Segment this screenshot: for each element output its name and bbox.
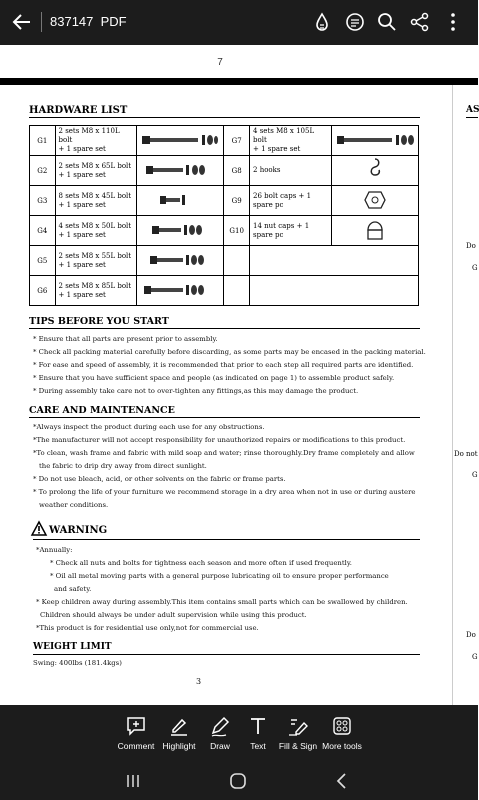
warning-line: Children should always be under adult supervision while using this product. (40, 611, 307, 619)
part-qty: 2 sets M8 x 55L bolt (58, 251, 132, 260)
partial-text: G (472, 653, 478, 661)
section-rule (29, 417, 420, 418)
table-row (30, 186, 419, 216)
part-spare: + 1 spare set (253, 145, 301, 153)
divider (41, 12, 42, 32)
part-qty: 2 sets M8 x 65L bolt (58, 161, 132, 170)
text-icon (247, 715, 269, 737)
pdf-page (0, 85, 440, 705)
liquid-mode-icon[interactable] (311, 11, 333, 33)
partial-rule (466, 117, 478, 118)
partial-text: G (472, 471, 478, 479)
care-heading: CARE AND MAINTENANCE (29, 405, 175, 416)
system-navigation-bar (0, 762, 478, 800)
table-row (30, 246, 419, 276)
part-code: G9 (224, 186, 250, 216)
empty-cell (250, 276, 419, 306)
table-row (30, 126, 419, 156)
part-qty: 14 nut caps + 1 spare pc (253, 221, 310, 239)
care-line: the fabric to drip dry away from direct sunlight. (39, 462, 207, 470)
partial-text: Do (466, 242, 476, 250)
tool-label: More tools (322, 741, 362, 751)
part-qty: 8 sets M8 x 45L bolt (58, 191, 132, 200)
care-line: *To clean, wash frame and fabric with mild soap and water; rinse thoroughly.Dry frame completely and allow (33, 449, 415, 457)
warning-line: * Keep children away during assembly.This item contains small parts which can be swallowed by children. (36, 598, 408, 606)
part-code: G1 (30, 126, 56, 156)
part-code: G7 (224, 126, 250, 156)
table-row (30, 156, 419, 186)
part-spare: + 1 spare set (58, 260, 106, 269)
bolt-image (137, 216, 224, 246)
part-spare: + 1 spare set (58, 200, 106, 209)
long-bolt-image (331, 126, 418, 156)
care-line: weather conditions. (39, 501, 109, 509)
bolt-cap-image (331, 186, 418, 216)
warning-icon (31, 521, 47, 536)
part-description (250, 126, 332, 156)
weight-text: Swing: 400lbs (181.4kgs) (33, 659, 122, 667)
tip-line: * During assembly take care not to over-tighten any fittings,as this may damage the product. (33, 387, 359, 395)
section-rule (33, 539, 420, 540)
tool-label: Fill & Sign (278, 741, 318, 751)
table-row (30, 216, 419, 246)
table-row (30, 276, 419, 306)
page-edge-line (452, 85, 453, 705)
partial-heading: AS (466, 105, 479, 115)
care-line: *The manufacturer will not accept responsibility for unauthorized repairs or modifications to this product. (33, 436, 406, 444)
part-qty: 2 sets M8 x 85L bolt (58, 281, 132, 290)
partial-text: Do (466, 631, 476, 639)
warning-line: *This product is for residential use only,not for commercial use. (36, 624, 259, 632)
tip-line: * For ease and speed of assembly, it is recommended that prior to each step all required parts are identified. (33, 361, 414, 369)
section-rule (29, 328, 420, 329)
part-code: G2 (30, 156, 56, 186)
partial-text: G (472, 264, 478, 272)
share-icon[interactable] (409, 11, 431, 33)
part-qty: 2 sets M8 x 110L bolt (58, 127, 120, 144)
next-page-edge (452, 85, 478, 705)
part-description (250, 216, 332, 246)
warning-line: * Oil all metal moving parts with a general purpose lubricating oil to ensure proper performance (50, 572, 389, 580)
file-type: PDF (100, 14, 127, 29)
care-line: * To prolong the life of your furniture we recommend storage in a dry area when not in use or during austere (33, 488, 416, 496)
comment-icon (125, 715, 147, 737)
warning-heading: WARNING (49, 525, 108, 536)
empty-cell (224, 246, 250, 276)
part-code: G10 (224, 216, 250, 246)
part-description (55, 276, 137, 306)
page-separator (0, 78, 478, 85)
part-description (55, 186, 137, 216)
more-options-icon[interactable] (442, 11, 464, 33)
tip-line: * Ensure that you have sufficient space and people (as indicated on page 1) to assemble product safely. (33, 374, 395, 382)
part-spare: + 1 spare set (58, 145, 106, 153)
warning-line: *Annually: (36, 546, 73, 554)
partial-text: Do not (454, 450, 478, 458)
part-qty: 4 sets M8 x 105L bolt (253, 127, 315, 144)
search-icon[interactable] (376, 11, 398, 33)
bolt-image (137, 246, 224, 276)
part-description (55, 216, 137, 246)
tool-label: Highlight (162, 741, 196, 751)
part-spare: + 1 spare set (58, 170, 106, 179)
back-arrow-icon[interactable] (10, 10, 34, 34)
care-line: *Always inspect the product during each use for any obstructions. (33, 423, 265, 431)
file-number: 837147 (50, 14, 94, 29)
fill-sign-icon (287, 715, 309, 737)
part-spare: + 1 spare set (58, 230, 106, 239)
tool-label: Comment (117, 741, 155, 751)
tool-label: Draw (210, 741, 230, 751)
warning-line: and safety. (54, 585, 92, 593)
nut-cap-image (331, 216, 418, 246)
part-description (55, 156, 137, 186)
comments-icon[interactable] (344, 11, 366, 33)
part-description (55, 246, 137, 276)
empty-cell (224, 276, 250, 306)
previous-page-number: 7 (217, 57, 223, 68)
short-bolt-image (137, 186, 224, 216)
part-qty: 26 bolt caps + 1 spare pc (253, 191, 312, 209)
part-code: G6 (30, 276, 56, 306)
top-toolbar (0, 0, 478, 45)
empty-cell (250, 246, 419, 276)
home-icon[interactable] (229, 772, 247, 790)
document-title (50, 14, 127, 29)
warning-line: * Check all nuts and bolts for tightness each season and more often if used frequently. (50, 559, 352, 567)
pencil-icon (209, 715, 231, 737)
hardware-list-heading: HARDWARE LIST (29, 105, 128, 116)
hardware-table (29, 125, 419, 306)
highlighter-icon (168, 715, 190, 737)
recent-apps-icon[interactable] (125, 773, 141, 789)
hook-image (331, 156, 418, 186)
long-bolt-image (137, 126, 224, 156)
tips-heading: TIPS BEFORE YOU START (29, 316, 169, 327)
care-line: * Do not use bleach, acid, or other solvents on the fabric or frame parts. (33, 475, 286, 483)
grid-icon (331, 715, 353, 737)
part-description (55, 126, 137, 156)
bolt-image (137, 276, 224, 306)
part-description (250, 156, 332, 186)
part-qty: 4 sets M8 x 50L bolt (58, 221, 132, 230)
bolt-image (137, 156, 224, 186)
bottom-toolbar (0, 705, 478, 762)
back-nav-icon[interactable] (334, 772, 350, 790)
part-code: G5 (30, 246, 56, 276)
part-spare: + 1 spare set (58, 290, 106, 299)
part-code: G4 (30, 216, 56, 246)
tip-line: * Ensure that all parts are present prior to assembly. (33, 335, 218, 343)
section-rule (33, 654, 420, 655)
part-code: G3 (30, 186, 56, 216)
tip-line: * Check all packing material carefully before discarding, as some parts may be encased in the packing material. (33, 348, 426, 356)
tool-label: Text (250, 741, 266, 751)
weight-heading: WEIGHT LIMIT (33, 642, 112, 652)
page-number: 3 (196, 677, 202, 686)
part-code: G8 (224, 156, 250, 186)
heading-rule (29, 117, 420, 118)
part-qty: 2 hooks (253, 166, 281, 174)
more-tools[interactable] (316, 715, 368, 751)
part-description (250, 186, 332, 216)
